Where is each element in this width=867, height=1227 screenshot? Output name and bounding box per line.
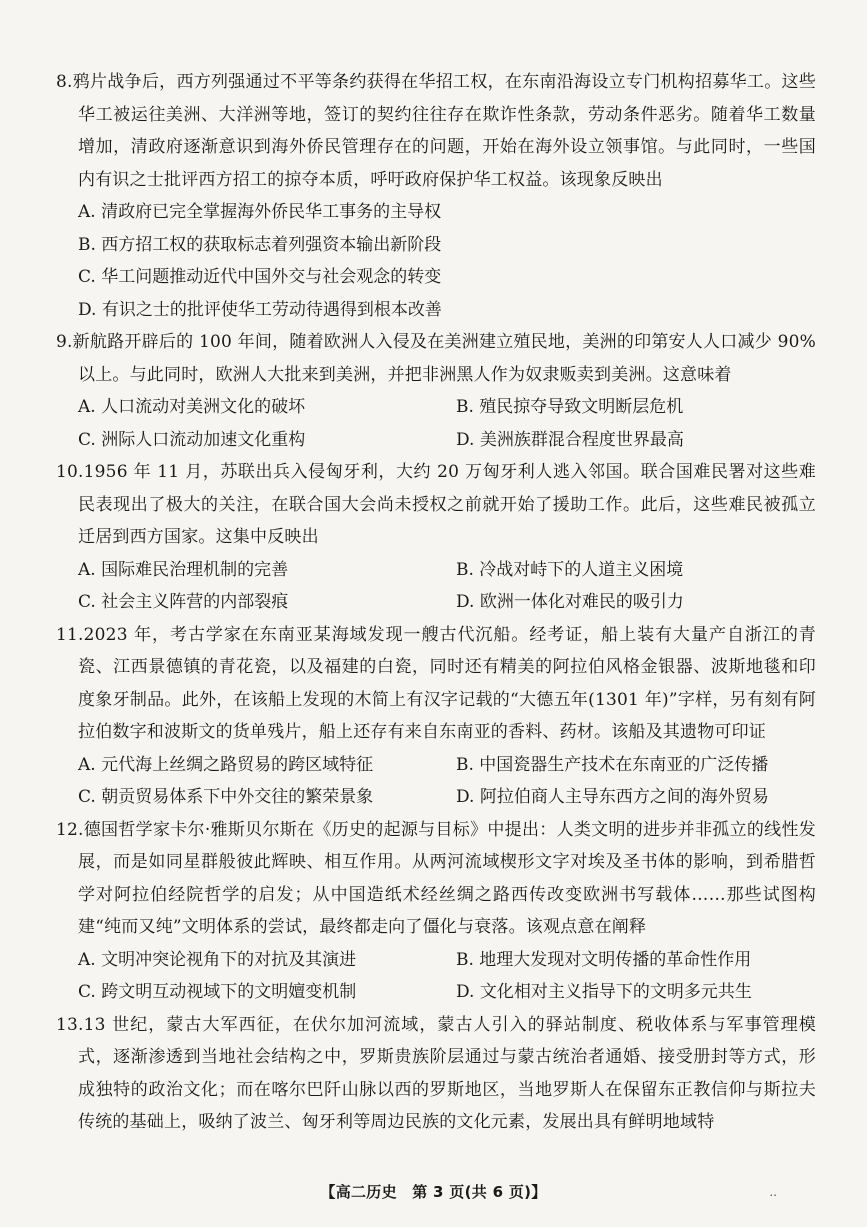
option-list [56,749,816,814]
question-number: 9. [56,332,73,352]
question-text: 新航路开辟后的 100 年间，随着欧洲人入侵及在美洲建立殖民地，美洲的印第安人人口减少 90%以上。与此同时，欧洲人大批来到美洲，并把非洲黑人作为奴隶贩卖到美洲。这意味着 [72,332,816,385]
option-list [56,554,816,619]
option-a: A. 清政府已完全掌握海外侨民华工事务的主导权 [78,202,442,222]
question-stem [56,1009,816,1139]
option-list [56,391,816,456]
option-a: A. 国际难民治理机制的完善 [78,559,289,580]
question-stem [56,66,816,196]
option-b: B. 西方招工权的获取标志着列强资本输出新阶段 [78,234,442,255]
option-d: D. 有识之士的批评使华工劳动待遇得到根本改善 [78,299,442,320]
option-a: A. 人口流动对美洲文化的破坏 [78,397,306,417]
question-text: 13 世纪，蒙古大军西征，在伏尔加河流域，蒙古人引入的驿站制度、税收体系与军事管理模式，逐渐渗透到当地社会结构之中，罗斯贵族阶层通过与蒙古统治者通婚、接受册封等方式，形成独特的政治文化；而在喀尔巴阡山脉以西的罗斯地区，当地罗斯人在保留东正教信仰与斯拉夫传统的基础上，吸纳了波兰、匈牙利等周边民族的文化元素，发展出具有鲜明地域特 [78,1014,816,1132]
question-number: 12. [56,819,84,840]
option-d: D. 阿拉伯商人主导东西方之间的海外贸易 [456,787,769,807]
option-b: B. 殖民掠夺导致文明断层危机 [456,397,684,417]
option-c: C. 华工问题推动近代中国外交与社会观念的转变 [78,267,442,287]
question-text: 2023 年，考古学家在东南亚某海域发现一艘古代沉船。经考证，船上装有大量产自浙江的青瓷、江西景德镇的青花瓷，以及福建的白瓷，同时还有精美的阿拉伯风格金银器、波斯地毯和印度象牙制品。此外，在该船上发现的木简上有汉字记载的“大德五年(1301 年)”字样，另有刻有阿拉伯数字和波斯文的货单残片，船上还存有来自东南亚的香料、药材。该船及其遗物可印证 [78,624,816,742]
question-10 [56,456,816,619]
question-number: 13. [56,1014,84,1035]
question-stem [56,456,816,554]
option-b: B. 地理大发现对文明传播的革命性作用 [456,949,752,970]
question-11 [56,619,816,814]
option-b: B. 中国瓷器生产技术在东南亚的广泛传播 [456,754,769,775]
option-a: A. 文明冲突论视角下的对抗及其演进 [78,949,357,970]
option-c: C. 社会主义阵营的内部裂痕 [78,592,289,612]
question-8 [56,66,816,326]
corner-mark: .. [769,1185,777,1199]
question-number: 11. [56,624,84,645]
option-list [56,196,816,326]
question-list [56,66,816,1139]
question-stem [56,619,816,749]
question-stem [56,326,816,391]
question-number: 8. [56,72,73,92]
question-13 [56,1009,816,1139]
option-d: D. 文化相对主义指导下的文明多元共生 [456,982,752,1002]
question-stem [56,814,816,944]
option-a: A. 元代海上丝绸之路贸易的跨区域特征 [78,754,374,775]
question-text: 德国哲学家卡尔·雅斯贝尔斯在《历史的起源与目标》中提出：人类文明的进步并非孤立的线性发展，而是如同星群般彼此辉映、相互作用。从两河流域楔形文字对埃及圣书体的影响，到希腊哲学对阿拉伯经院哲学的启发；从中国造纸术经丝绸之路西传改变欧洲书写载体……那些试图构建“纯而又纯”文明体系的尝试，最终都走向了僵化与衰落。该观点意在阐释 [78,819,816,937]
question-number: 10. [56,462,84,482]
option-b: B. 冷战对峙下的人道主义困境 [456,559,684,580]
page-footer: 【高二历史 第 3 页(共 6 页)】 [320,1183,547,1201]
option-d: D. 美洲族群混合程度世界最高 [456,429,684,450]
option-c: C. 跨文明互动视域下的文明嬗变机制 [78,982,357,1002]
option-c: C. 朝贡贸易体系下中外交往的繁荣景象 [78,787,374,807]
question-text: 1956 年 11 月，苏联出兵入侵匈牙利，大约 20 万匈牙利人逃入邻国。联合国难民署对这些难民表现出了极大的关注，在联合国大会尚未授权之前就开始了援助工作。此后，这些难民被孤立迁居到西方国家。这集中反映出 [78,462,816,547]
option-d: D. 欧洲一体化对难民的吸引力 [456,592,684,612]
option-c: C. 洲际人口流动加速文化重构 [78,429,306,450]
question-12 [56,814,816,1009]
option-list [56,944,816,1009]
question-9 [56,326,816,456]
question-text: 鸦片战争后，西方列强通过不平等条约获得在华招工权，在东南沿海设立专门机构招募华工。这些华工被运往美洲、大洋洲等地，签订的契约往往存在欺诈性条款，劳动条件恶劣。随着华工数量增加，清政府逐渐意识到海外侨民管理存在的问题，开始在海外设立领事馆。与此同时，一些国内有识之士批评西方招工的掠夺本质，呼吁政府保护华工权益。该现象反映出 [72,72,816,190]
